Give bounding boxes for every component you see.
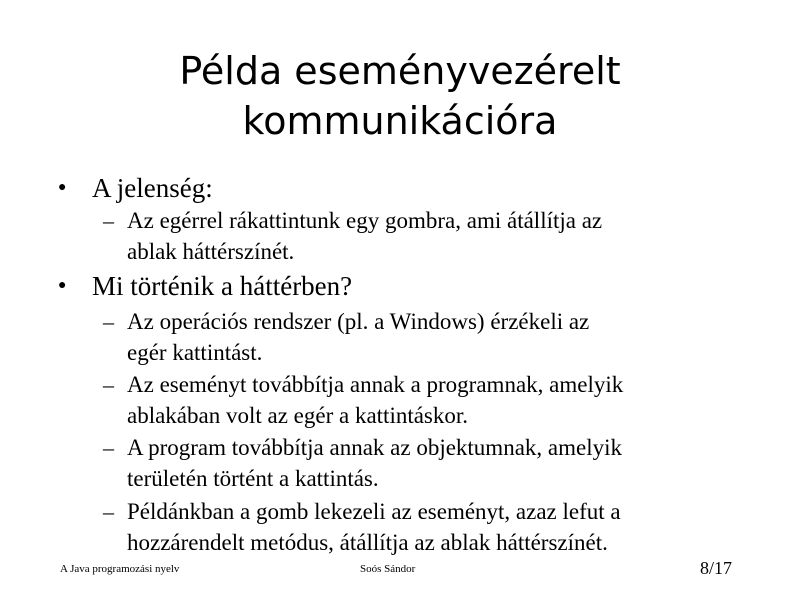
sub-bullet-line: ablakában volt az egér a kattintáskor. [127, 403, 469, 428]
bullet-dot-icon: ● [58, 180, 67, 195]
sub-bullet-line: egér kattintást. [127, 340, 263, 365]
sub-bullet-item [103, 205, 747, 267]
bullet-item [58, 270, 353, 302]
bullet-text: A jelenség: [92, 173, 213, 203]
sub-bullet-item [103, 432, 747, 494]
dash-icon: – [103, 309, 114, 334]
bullet-text: Mi történik a háttérben? [92, 271, 353, 301]
sub-bullet-line: A program továbbítja annak az objektumnak, amelyik [127, 435, 622, 460]
footer-author: Soós Sándor [360, 563, 416, 575]
sub-bullet-line: Az operációs rendszer (pl. a Windows) érzékeli az [127, 309, 590, 334]
slide-title [80, 46, 720, 146]
bullet-dot-icon: ● [58, 278, 67, 293]
sub-bullet-item [103, 496, 747, 558]
sub-bullet-line: Példánkban a gomb lekezeli az eseményt, azaz lefut a [127, 499, 621, 524]
sub-bullet-line: területén történt a kattintás. [127, 466, 379, 491]
sub-bullet-line: Az egérrel rákattintunk egy gombra, ami átállítja az [127, 208, 603, 233]
sub-bullet-line: hozzárendelt metódus, átállítja az ablak háttérszínét. [127, 530, 608, 555]
bullet-item [58, 172, 213, 204]
dash-icon: – [103, 435, 114, 460]
sub-bullet-item [103, 369, 747, 431]
dash-icon: – [103, 372, 114, 397]
slide-title-line-2: kommunikációra [242, 99, 558, 143]
sub-bullet-line: ablak háttérszínét. [127, 239, 295, 264]
dash-icon: – [103, 208, 114, 233]
dash-icon: – [103, 499, 114, 524]
sub-bullet-line: Az eseményt továbbítja annak a programnak, amelyik [127, 372, 624, 397]
footer-page-number: 8/17 [700, 558, 733, 578]
slide-title-line-1: Példa eseményvezérelt [179, 49, 621, 93]
sub-bullet-item [103, 306, 747, 368]
footer-course-title: A Java programozási nyelv [60, 563, 180, 575]
